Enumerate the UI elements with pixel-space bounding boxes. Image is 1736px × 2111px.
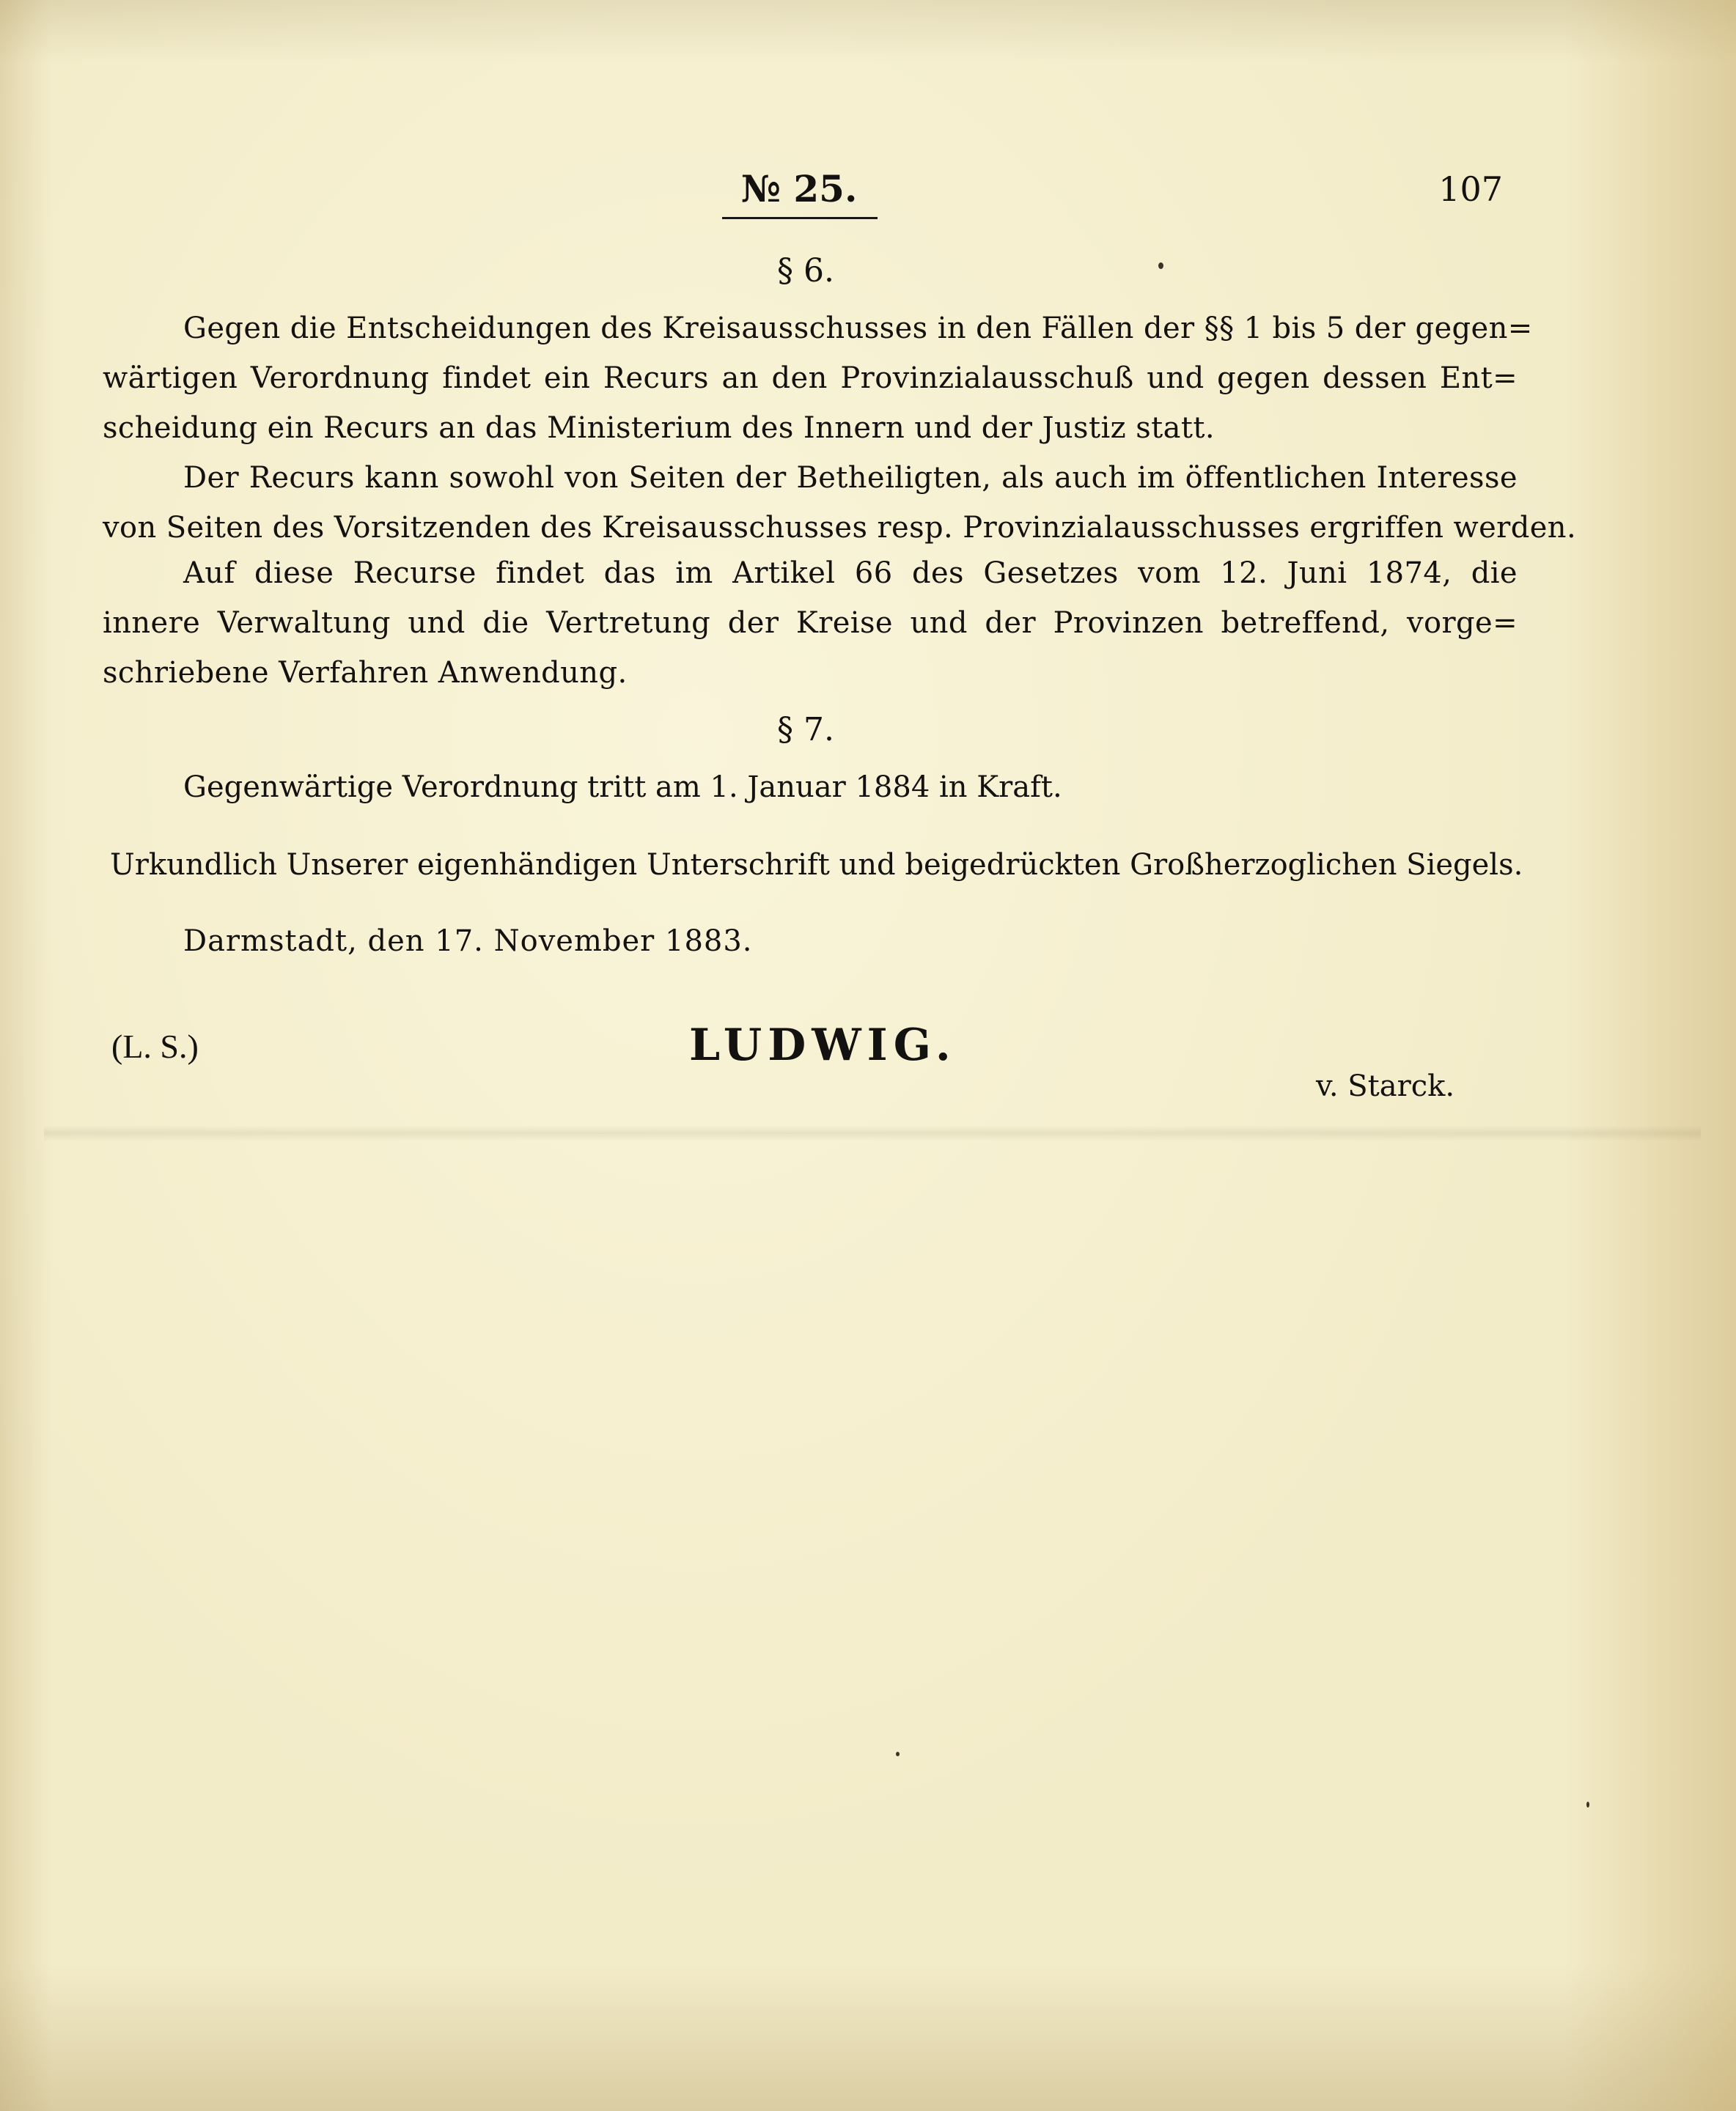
text-line: innere Verwaltung und die Vertretung der Kreise und der Provinzen betreffend, vorge= <box>103 606 1518 640</box>
place-and-date: Darmstadt, den 17. November 1883. <box>183 924 753 958</box>
seal-mark: (L. S.) <box>111 1028 199 1065</box>
text-line: Der Recurs kann sowohl von Seiten der Betheiligten, als auch im öffentlichen Interesse <box>183 461 1518 495</box>
page-number: 107 <box>1438 169 1503 209</box>
section-7-heading: § 7. <box>777 711 834 748</box>
attestation-text: Urkundlich Unserer eigenhändigen Unterschrift und beigedrückten Großherzoglichen Siegels. <box>110 848 1523 882</box>
issue-number: № 25. <box>740 167 858 210</box>
text-line: scheidung ein Recurs an das Ministerium des Innern und der Justiz statt. <box>103 411 1215 445</box>
section-7-text: Gegenwärtige Verordnung tritt am 1. Januar 1884 in Kraft. <box>183 770 1062 804</box>
signature: LUDWIG. <box>689 1020 957 1071</box>
text-line: Auf diese Recurse findet das im Artikel 66 des Gesetzes vom 12. Juni 1874, die <box>183 556 1518 590</box>
text-line: schriebene Verfahren Anwendung. <box>103 656 628 690</box>
ink-speck <box>896 1752 900 1756</box>
section-6-paragraph-2 <box>103 453 1577 553</box>
text-line: von Seiten des Vorsitzenden des Kreisausschusses resp. Provinzialausschusses ergriffen werden. <box>103 511 1577 545</box>
countersignature: v. Starck. <box>1316 1069 1455 1103</box>
paper-fold-shadow <box>44 1125 1701 1141</box>
issue-number-underline <box>722 217 878 219</box>
section-6-paragraph-1 <box>103 303 1533 453</box>
ink-speck <box>1586 1802 1589 1808</box>
text-line: Gegen die Entscheidungen des Kreisausschusses in den Fällen der §§ 1 bis 5 der gegen= <box>183 312 1533 345</box>
ink-speck <box>1158 262 1163 269</box>
page-header <box>0 167 1736 226</box>
section-6-paragraph-3 <box>103 548 1518 698</box>
text-line: wärtigen Verordnung findet ein Recurs an den Provinzialausschuß und gegen dessen Ent= <box>103 361 1518 395</box>
section-6-heading: § 6. <box>777 252 834 290</box>
